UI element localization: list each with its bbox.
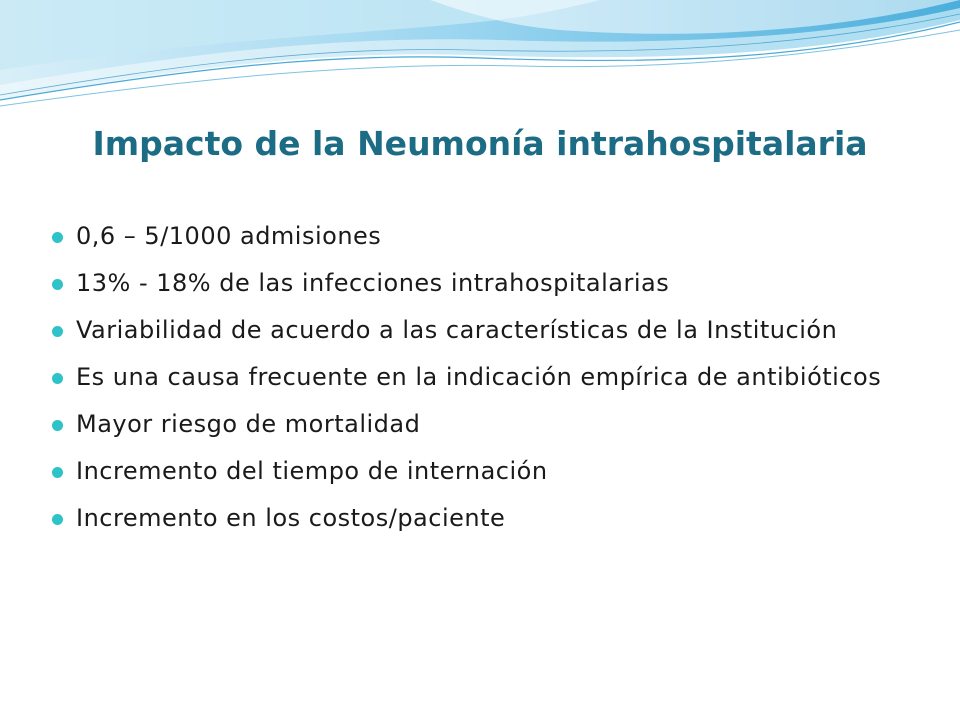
bullet-dot-icon: [52, 514, 63, 525]
bullet-dot-icon: [52, 373, 63, 384]
list-item: [48, 220, 898, 253]
list-item: [48, 408, 898, 441]
header-wave-decoration: [0, 0, 960, 120]
list-item: [48, 314, 898, 347]
list-item: [48, 502, 898, 535]
list-item: [48, 267, 898, 300]
bullet-dot-icon: [52, 279, 63, 290]
bullet-text: Mayor riesgo de mortalidad: [76, 410, 421, 438]
bullet-text: Es una causa frecuente en la indicación empírica de antibióticos: [76, 363, 882, 391]
bullet-dot-icon: [52, 326, 63, 337]
bullet-text: Incremento en los costos/paciente: [76, 504, 506, 532]
bullet-list: [48, 220, 898, 549]
bullet-text: 13% - 18% de las infecciones intrahospitalarias: [76, 269, 670, 297]
list-item: [48, 361, 898, 394]
bullet-text: 0,6 – 5/1000 admisiones: [76, 222, 382, 250]
list-item: [48, 455, 898, 488]
bullet-text: Incremento del tiempo de internación: [76, 457, 548, 485]
bullet-text: Variabilidad de acuerdo a las características de la Institución: [76, 316, 838, 344]
slide-title: Impacto de la Neumonía intrahospitalaria: [92, 124, 868, 163]
bullet-dot-icon: [52, 420, 63, 431]
bullet-dot-icon: [52, 232, 63, 243]
bullet-dot-icon: [52, 467, 63, 478]
